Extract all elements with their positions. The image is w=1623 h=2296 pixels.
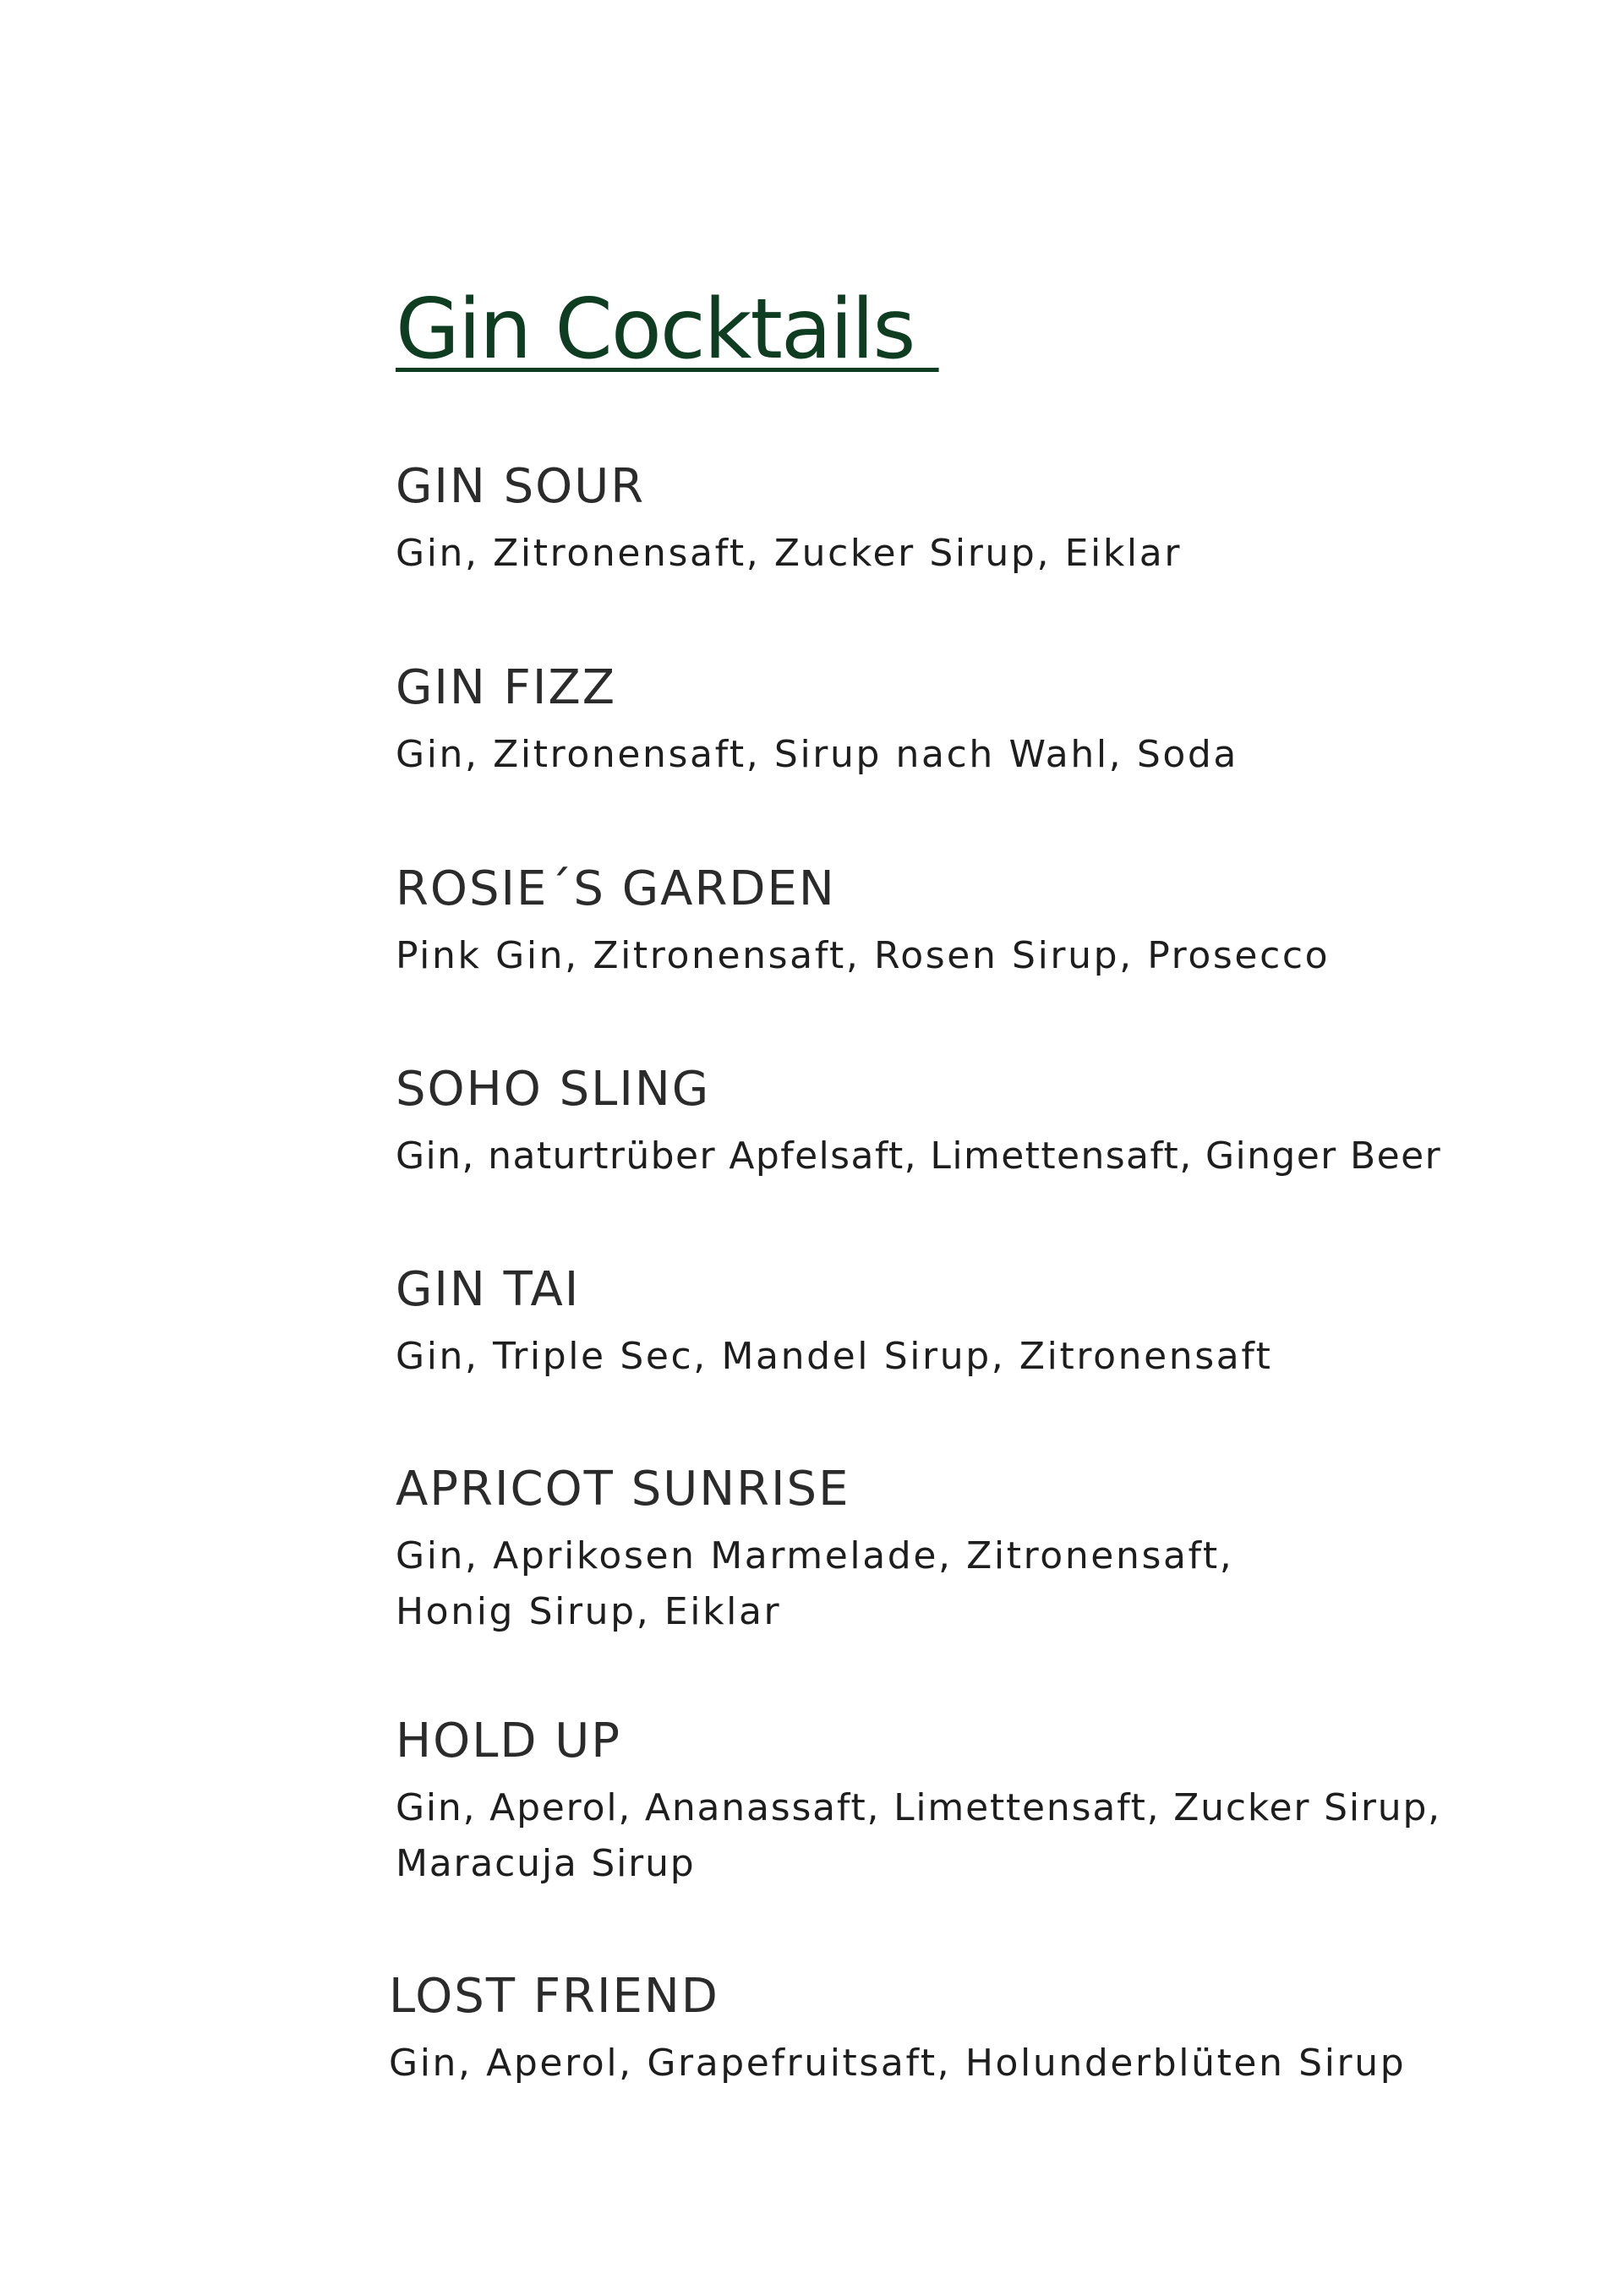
item-name: GIN SOUR	[396, 459, 646, 514]
item-description-line: Pink Gin, Zitronensaft, Rosen Sirup, Prosecco	[396, 934, 1331, 977]
item-description	[396, 727, 1238, 783]
item-description-line: Gin, Triple Sec, Mandel Sirup, Zitronensaft	[396, 1335, 1273, 1378]
menu-item-apricot-sunrise	[396, 1459, 1233, 1640]
menu-item-gin-tai	[396, 1260, 1273, 1385]
menu-item-gin-sour	[396, 456, 1182, 582]
menu-title: Gin Cocktails	[396, 282, 939, 378]
item-description	[396, 928, 1330, 984]
item-description	[396, 1329, 1273, 1385]
item-description	[396, 1780, 1441, 1892]
item-description-line: Gin, Aperol, Grapefruitsaft, Holunderblüten Sirup	[389, 2042, 1407, 2085]
item-name: HOLD UP	[396, 1714, 622, 1768]
item-description-line: Gin, Zitronensaft, Sirup nach Wahl, Soda	[396, 733, 1238, 776]
item-description	[396, 1528, 1233, 1640]
item-description	[389, 2036, 1406, 2091]
item-name: LOST FRIEND	[389, 1969, 719, 2024]
item-name: APRICOT SUNRISE	[396, 1462, 850, 1517]
item-description	[396, 526, 1182, 582]
menu-item-gin-fizz	[396, 658, 1238, 783]
item-description-line: Gin, Aperol, Ananassaft, Limettensaft, Zucker Sirup,	[396, 1786, 1441, 1829]
item-description-line: Maracuja Sirup	[396, 1842, 696, 1885]
item-description-line: Honig Sirup, Eiklar	[396, 1590, 782, 1633]
menu-item-soho-sling	[396, 1059, 1441, 1184]
item-description	[396, 1129, 1441, 1184]
item-description-line: Gin, Aprikosen Marmelade, Zitronensaft,	[396, 1534, 1234, 1577]
item-name: GIN FIZZ	[396, 660, 617, 715]
item-description-line: Gin, naturtrüber Apfelsaft, Limettensaft, Ginger Beer	[396, 1134, 1442, 1178]
item-name: SOHO SLING	[396, 1062, 711, 1117]
menu-item-lost-friend	[389, 1966, 1406, 2091]
menu-item-rosies-garden	[396, 859, 1330, 984]
item-description-line: Gin, Zitronensaft, Zucker Sirup, Eiklar	[396, 532, 1183, 575]
item-name: GIN TAI	[396, 1262, 581, 1317]
item-name: ROSIE´S GARDEN	[396, 861, 836, 916]
menu-item-hold-up	[396, 1711, 1441, 1892]
